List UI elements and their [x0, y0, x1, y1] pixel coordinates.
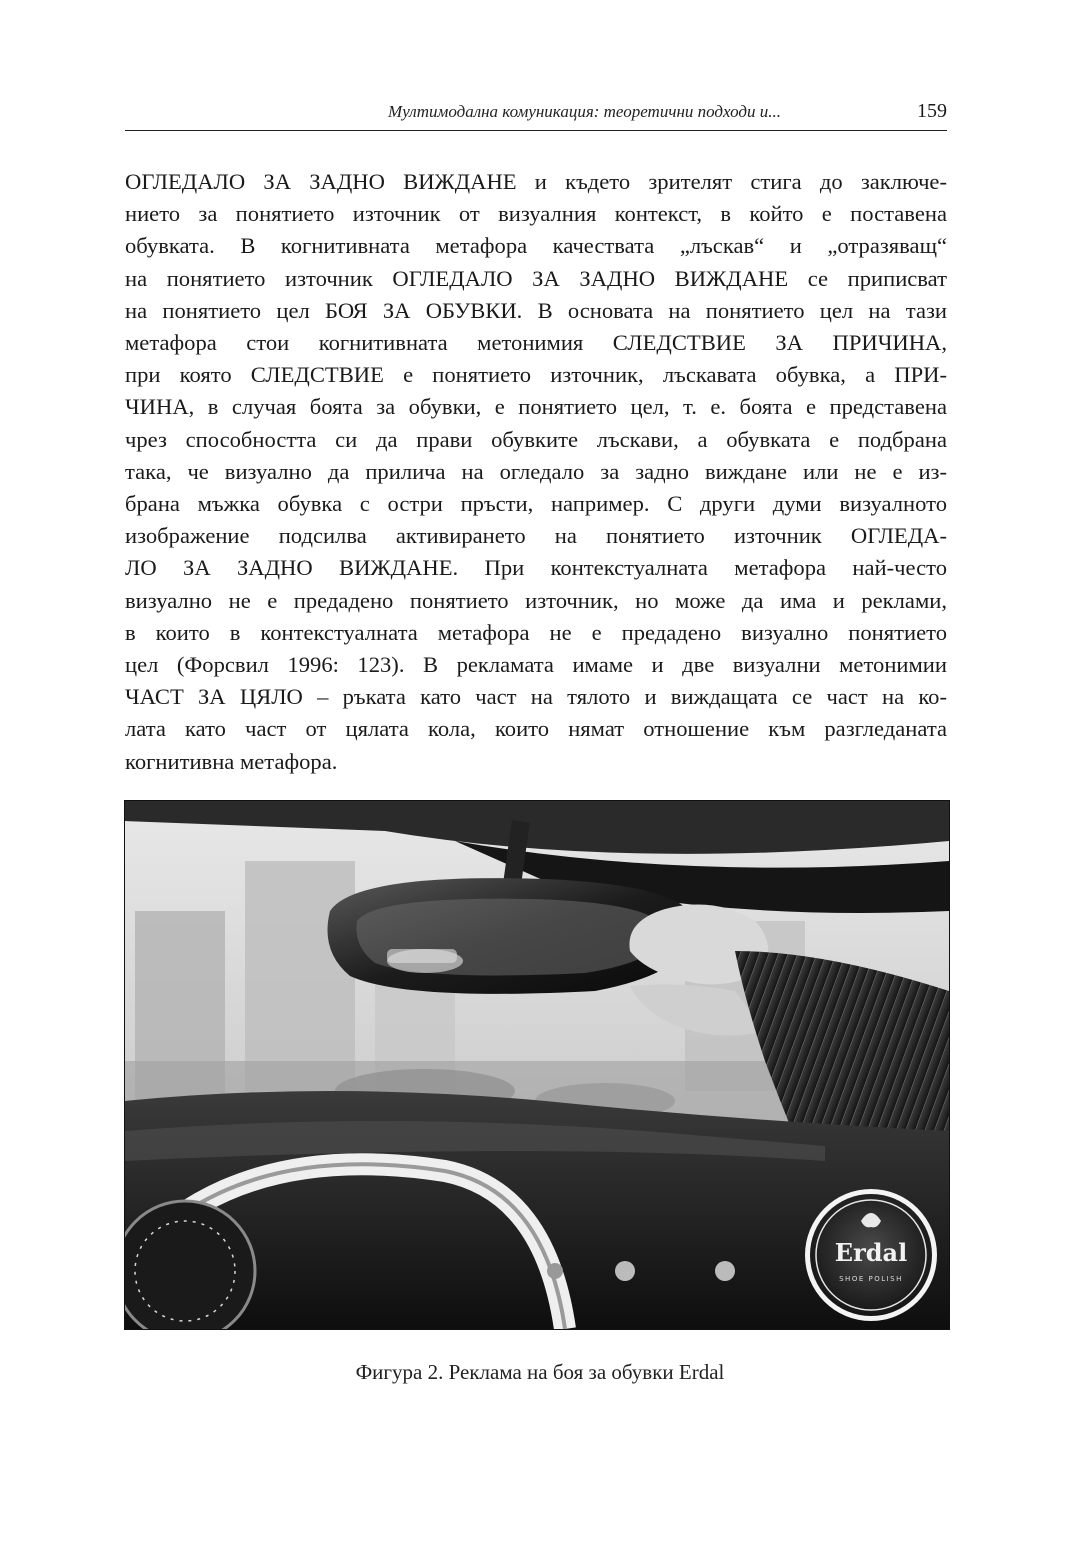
body-line: на понятието източник ОГЛЕДАЛО ЗА ЗАДНО ВИЖДАНЕ се приписват: [125, 265, 947, 291]
body-line: нието за понятието източник от визуалния контекст, в който е поставена: [125, 201, 947, 227]
page-number: 159: [917, 100, 947, 122]
logo-brand: Erdal: [834, 1238, 908, 1267]
body-line: лата като част от цялата кола, които нямат отношение към разгледаната: [125, 716, 947, 742]
body-line: при която СЛЕДСТВИЕ е понятието източник, лъскавата обувка, а ПРИ-: [125, 362, 947, 388]
logo-subtitle: SHOE POLISH: [839, 1275, 903, 1283]
body-line: изображение подсилва активирането на понятието източник ОГЛЕДА-: [125, 523, 947, 549]
running-title: Мултимодална комуникация: теоретични подходи и...: [388, 102, 781, 121]
advertisement-photo: [124, 800, 950, 1330]
body-line: брана мъжка обувка с остри пръсти, например. С други думи визуалното: [125, 491, 947, 517]
body-line: на понятието цел БОЯ ЗА ОБУВКИ. В основата на понятието цел на тази: [125, 297, 947, 323]
body-paragraph: [125, 166, 947, 778]
body-line: ОГЛЕДАЛО ЗА ЗАДНО ВИЖДАНЕ и където зрителят стига до заключе-: [125, 169, 947, 194]
body-line: когнитивна метафора.: [125, 748, 338, 774]
body-line: обувката. В когнитивната метафора качествата „лъскав“ и „отразяващ“: [125, 233, 947, 259]
body-line: метафора стои когнитивната метонимия СЛЕДСТВИЕ ЗА ПРИЧИНА,: [125, 330, 947, 356]
body-line: цел (Форсвил 1996: 123). В рекламата имаме и две визуални метонимии: [125, 652, 947, 678]
body-line: ЧИНА, в случая боята за обувки, е понятието цел, т. е. боята е представена: [125, 394, 947, 420]
advertisement-illustration: [125, 801, 949, 1329]
body-line: визуално не е предадено понятието източник, но може да има и реклами,: [125, 587, 947, 613]
body-line: ЛО ЗА ЗАДНО ВИЖДАНЕ. При контекстуалната метафора най-често: [125, 555, 947, 581]
figure-caption: Фигура 2. Реклама на боя за обувки Erdal: [355, 1360, 725, 1384]
body-line: чрез способността си да прави обувките лъскави, а обувката е подбрана: [125, 426, 947, 452]
body-line: ЧАСТ ЗА ЦЯЛО – ръката като част на тялото и виждащата се част на ко-: [125, 684, 947, 710]
running-header: [125, 100, 947, 131]
erdal-logo: [805, 1189, 937, 1321]
body-line: в които в контекстуалната метафора не е предадено визуално понятието: [125, 619, 947, 645]
body-line: така, че визуално да прилича на огледало за задно виждане или не е из-: [125, 458, 947, 484]
